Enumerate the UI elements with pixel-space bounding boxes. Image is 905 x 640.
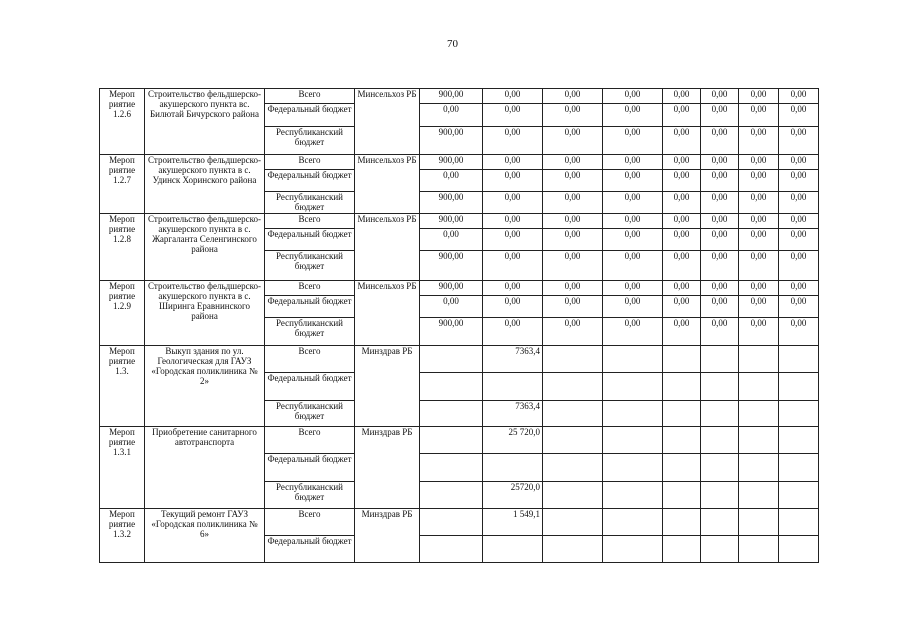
value-cell: 0,00 [779, 214, 819, 229]
value-cell: 0,00 [663, 229, 701, 251]
page-number: 70 [447, 38, 458, 50]
value-cell: 0,00 [701, 170, 739, 192]
value-cell [420, 373, 483, 401]
value-cell: 0,00 [483, 214, 543, 229]
value-cell [663, 536, 701, 563]
value-cell: 0,00 [603, 214, 663, 229]
value-cell: 0,00 [543, 296, 603, 318]
table-row [100, 427, 819, 454]
budget-table [99, 88, 819, 563]
value-cell [543, 427, 603, 454]
value-cell: 0,00 [543, 281, 603, 296]
funding-source: Федеральный бюджет [265, 296, 355, 318]
value-cell [779, 373, 819, 401]
value-cell: 900,00 [420, 251, 483, 281]
value-cell: 0,00 [739, 318, 779, 346]
measure-name: Строительство фельдшерско-акушерского пункта в с. Жаргаланта Селенгинского района [145, 214, 265, 281]
value-cell [701, 373, 739, 401]
value-cell: 0,00 [603, 281, 663, 296]
measure-id: Мероп риятие 1.3. [100, 346, 145, 427]
value-cell: 0,00 [603, 155, 663, 170]
value-cell: 0,00 [603, 89, 663, 104]
funding-source: Республиканский бюджет [265, 251, 355, 281]
value-cell: 0,00 [739, 214, 779, 229]
executor: Минздрав РБ [355, 509, 420, 563]
value-cell [483, 536, 543, 563]
value-cell: 0,00 [739, 127, 779, 155]
value-cell: 0,00 [543, 104, 603, 127]
value-cell: 0,00 [603, 127, 663, 155]
value-cell [603, 346, 663, 373]
measure-name: Строительство фельдшерско-акушерского пункта вс. Билютай Бичурского района [145, 89, 265, 155]
value-cell [779, 427, 819, 454]
value-cell: 900,00 [420, 155, 483, 170]
value-cell: 0,00 [701, 281, 739, 296]
value-cell: 0,00 [543, 229, 603, 251]
value-cell: 900,00 [420, 127, 483, 155]
value-cell [543, 373, 603, 401]
value-cell: 0,00 [739, 89, 779, 104]
table-row [100, 281, 819, 296]
value-cell: 0,00 [701, 104, 739, 127]
value-cell: 7363,4 [483, 401, 543, 427]
value-cell [420, 346, 483, 373]
value-cell: 0,00 [483, 281, 543, 296]
value-cell: 0,00 [603, 229, 663, 251]
value-cell: 25720,0 [483, 482, 543, 509]
value-cell: 0,00 [543, 127, 603, 155]
value-cell: 25 720,0 [483, 427, 543, 454]
value-cell [483, 373, 543, 401]
value-cell: 0,00 [663, 318, 701, 346]
funding-source: Федеральный бюджет [265, 229, 355, 251]
value-cell: 0,00 [663, 127, 701, 155]
value-cell [543, 482, 603, 509]
executor: Минсельхоз РБ [355, 89, 420, 155]
value-cell: 0,00 [543, 170, 603, 192]
funding-source: Федеральный бюджет [265, 454, 355, 482]
value-cell: 0,00 [701, 89, 739, 104]
executor: Минсельхоз РБ [355, 281, 420, 346]
value-cell: 0,00 [543, 89, 603, 104]
value-cell: 0,00 [483, 89, 543, 104]
funding-source: Всего [265, 509, 355, 536]
value-cell: 0,00 [739, 192, 779, 214]
value-cell: 0,00 [739, 104, 779, 127]
value-cell: 0,00 [701, 155, 739, 170]
value-cell: 0,00 [663, 296, 701, 318]
value-cell: 0,00 [663, 104, 701, 127]
value-cell [663, 401, 701, 427]
funding-source: Республиканский бюджет [265, 318, 355, 346]
value-cell [543, 536, 603, 563]
value-cell [663, 509, 701, 536]
value-cell [420, 482, 483, 509]
value-cell: 0,00 [779, 192, 819, 214]
executor: Минздрав РБ [355, 346, 420, 427]
funding-source: Всего [265, 155, 355, 170]
value-cell [543, 401, 603, 427]
value-cell [483, 454, 543, 482]
value-cell: 0,00 [779, 89, 819, 104]
value-cell: 0,00 [603, 170, 663, 192]
funding-source: Всего [265, 89, 355, 104]
value-cell: 900,00 [420, 89, 483, 104]
value-cell [739, 482, 779, 509]
value-cell: 0,00 [701, 251, 739, 281]
measure-id: Мероп риятие 1.3.2 [100, 509, 145, 563]
value-cell: 0,00 [543, 251, 603, 281]
value-cell: 0,00 [420, 104, 483, 127]
measure-name: Приобретение санитарного автотранспорта [145, 427, 265, 509]
funding-source: Федеральный бюджет [265, 373, 355, 401]
funding-source: Всего [265, 214, 355, 229]
value-cell [701, 454, 739, 482]
value-cell: 0,00 [739, 229, 779, 251]
measure-name: Строительство фельдшерско-акушерского пункта в с. Удинск Хоринского района [145, 155, 265, 214]
funding-source: Федеральный бюджет [265, 536, 355, 563]
executor: Минздрав РБ [355, 427, 420, 509]
value-cell: 0,00 [603, 318, 663, 346]
value-cell [779, 346, 819, 373]
measure-id: Мероп риятие 1.2.6 [100, 89, 145, 155]
funding-source: Республиканский бюджет [265, 401, 355, 427]
measure-id: Мероп риятие 1.3.1 [100, 427, 145, 509]
funding-source: Федеральный бюджет [265, 104, 355, 127]
table-row [100, 346, 819, 373]
funding-source: Республиканский бюджет [265, 127, 355, 155]
table-row [100, 89, 819, 104]
table-row [100, 155, 819, 170]
value-cell [739, 427, 779, 454]
value-cell [420, 454, 483, 482]
value-cell: 0,00 [663, 192, 701, 214]
measure-name: Выкуп здания по ул. Геологическая для ГАУЗ «Городская поликлиника № 2» [145, 346, 265, 427]
measure-id: Мероп риятие 1.2.8 [100, 214, 145, 281]
executor: Минсельхоз РБ [355, 155, 420, 214]
value-cell: 0,00 [543, 155, 603, 170]
value-cell: 7363,4 [483, 346, 543, 373]
value-cell: 0,00 [701, 192, 739, 214]
value-cell [603, 427, 663, 454]
value-cell: 0,00 [663, 214, 701, 229]
value-cell: 0,00 [663, 170, 701, 192]
value-cell: 0,00 [779, 127, 819, 155]
value-cell: 0,00 [483, 296, 543, 318]
value-cell: 0,00 [739, 251, 779, 281]
value-cell: 900,00 [420, 214, 483, 229]
value-cell: 900,00 [420, 318, 483, 346]
value-cell: 0,00 [779, 229, 819, 251]
value-cell: 0,00 [603, 296, 663, 318]
value-cell: 0,00 [483, 251, 543, 281]
table-row [100, 509, 819, 536]
value-cell [420, 401, 483, 427]
value-cell [779, 482, 819, 509]
measure-name: Строительство фельдшерско-акушерского пункта в с. Ширинга Еравнинского района [145, 281, 265, 346]
value-cell: 0,00 [603, 104, 663, 127]
value-cell [739, 346, 779, 373]
funding-source: Всего [265, 346, 355, 373]
funding-source: Федеральный бюджет [265, 170, 355, 192]
value-cell: 0,00 [779, 281, 819, 296]
measure-id: Мероп риятие 1.2.7 [100, 155, 145, 214]
value-cell: 0,00 [483, 192, 543, 214]
value-cell: 0,00 [663, 251, 701, 281]
value-cell [701, 346, 739, 373]
value-cell: 0,00 [739, 170, 779, 192]
value-cell [603, 509, 663, 536]
value-cell [603, 536, 663, 563]
value-cell: 0,00 [483, 104, 543, 127]
value-cell [420, 536, 483, 563]
value-cell: 0,00 [483, 127, 543, 155]
value-cell [603, 454, 663, 482]
value-cell: 0,00 [483, 155, 543, 170]
value-cell [543, 346, 603, 373]
funding-source: Республиканский бюджет [265, 192, 355, 214]
value-cell: 0,00 [701, 318, 739, 346]
measure-id: Мероп риятие 1.2.9 [100, 281, 145, 346]
value-cell: 0,00 [543, 214, 603, 229]
value-cell: 0,00 [739, 281, 779, 296]
value-cell [701, 536, 739, 563]
value-cell: 0,00 [420, 296, 483, 318]
value-cell: 0,00 [420, 170, 483, 192]
value-cell [663, 346, 701, 373]
value-cell: 0,00 [779, 170, 819, 192]
value-cell [701, 427, 739, 454]
value-cell [739, 536, 779, 563]
value-cell [779, 454, 819, 482]
value-cell: 1 549,1 [483, 509, 543, 536]
value-cell: 0,00 [779, 318, 819, 346]
value-cell [779, 536, 819, 563]
value-cell [543, 509, 603, 536]
value-cell: 0,00 [701, 229, 739, 251]
value-cell: 0,00 [701, 127, 739, 155]
value-cell: 0,00 [543, 192, 603, 214]
value-cell: 0,00 [663, 89, 701, 104]
value-cell [603, 373, 663, 401]
value-cell: 900,00 [420, 192, 483, 214]
value-cell: 0,00 [701, 296, 739, 318]
value-cell: 0,00 [701, 214, 739, 229]
value-cell [739, 509, 779, 536]
value-cell: 0,00 [483, 318, 543, 346]
measure-name: Текущий ремонт ГАУЗ «Городская поликлиника № 6» [145, 509, 265, 563]
value-cell [701, 482, 739, 509]
value-cell: 0,00 [779, 296, 819, 318]
value-cell [739, 454, 779, 482]
value-cell [420, 427, 483, 454]
value-cell [701, 401, 739, 427]
value-cell: 0,00 [663, 281, 701, 296]
value-cell [701, 509, 739, 536]
value-cell: 0,00 [543, 318, 603, 346]
value-cell [543, 454, 603, 482]
value-cell [603, 482, 663, 509]
value-cell [663, 427, 701, 454]
funding-source: Всего [265, 427, 355, 454]
value-cell [779, 509, 819, 536]
value-cell: 900,00 [420, 281, 483, 296]
value-cell: 0,00 [739, 296, 779, 318]
value-cell: 0,00 [420, 229, 483, 251]
value-cell: 0,00 [739, 155, 779, 170]
value-cell: 0,00 [603, 192, 663, 214]
value-cell [420, 509, 483, 536]
value-cell [739, 401, 779, 427]
value-cell [603, 401, 663, 427]
funding-source: Всего [265, 281, 355, 296]
value-cell: 0,00 [779, 104, 819, 127]
value-cell: 0,00 [779, 155, 819, 170]
value-cell [663, 482, 701, 509]
value-cell: 0,00 [663, 155, 701, 170]
executor: Минсельхоз РБ [355, 214, 420, 281]
table-row [100, 214, 819, 229]
value-cell [663, 454, 701, 482]
value-cell: 0,00 [779, 251, 819, 281]
value-cell [779, 401, 819, 427]
value-cell: 0,00 [603, 251, 663, 281]
value-cell: 0,00 [483, 170, 543, 192]
funding-source: Республиканский бюджет [265, 482, 355, 509]
value-cell [663, 373, 701, 401]
value-cell [739, 373, 779, 401]
value-cell: 0,00 [483, 229, 543, 251]
